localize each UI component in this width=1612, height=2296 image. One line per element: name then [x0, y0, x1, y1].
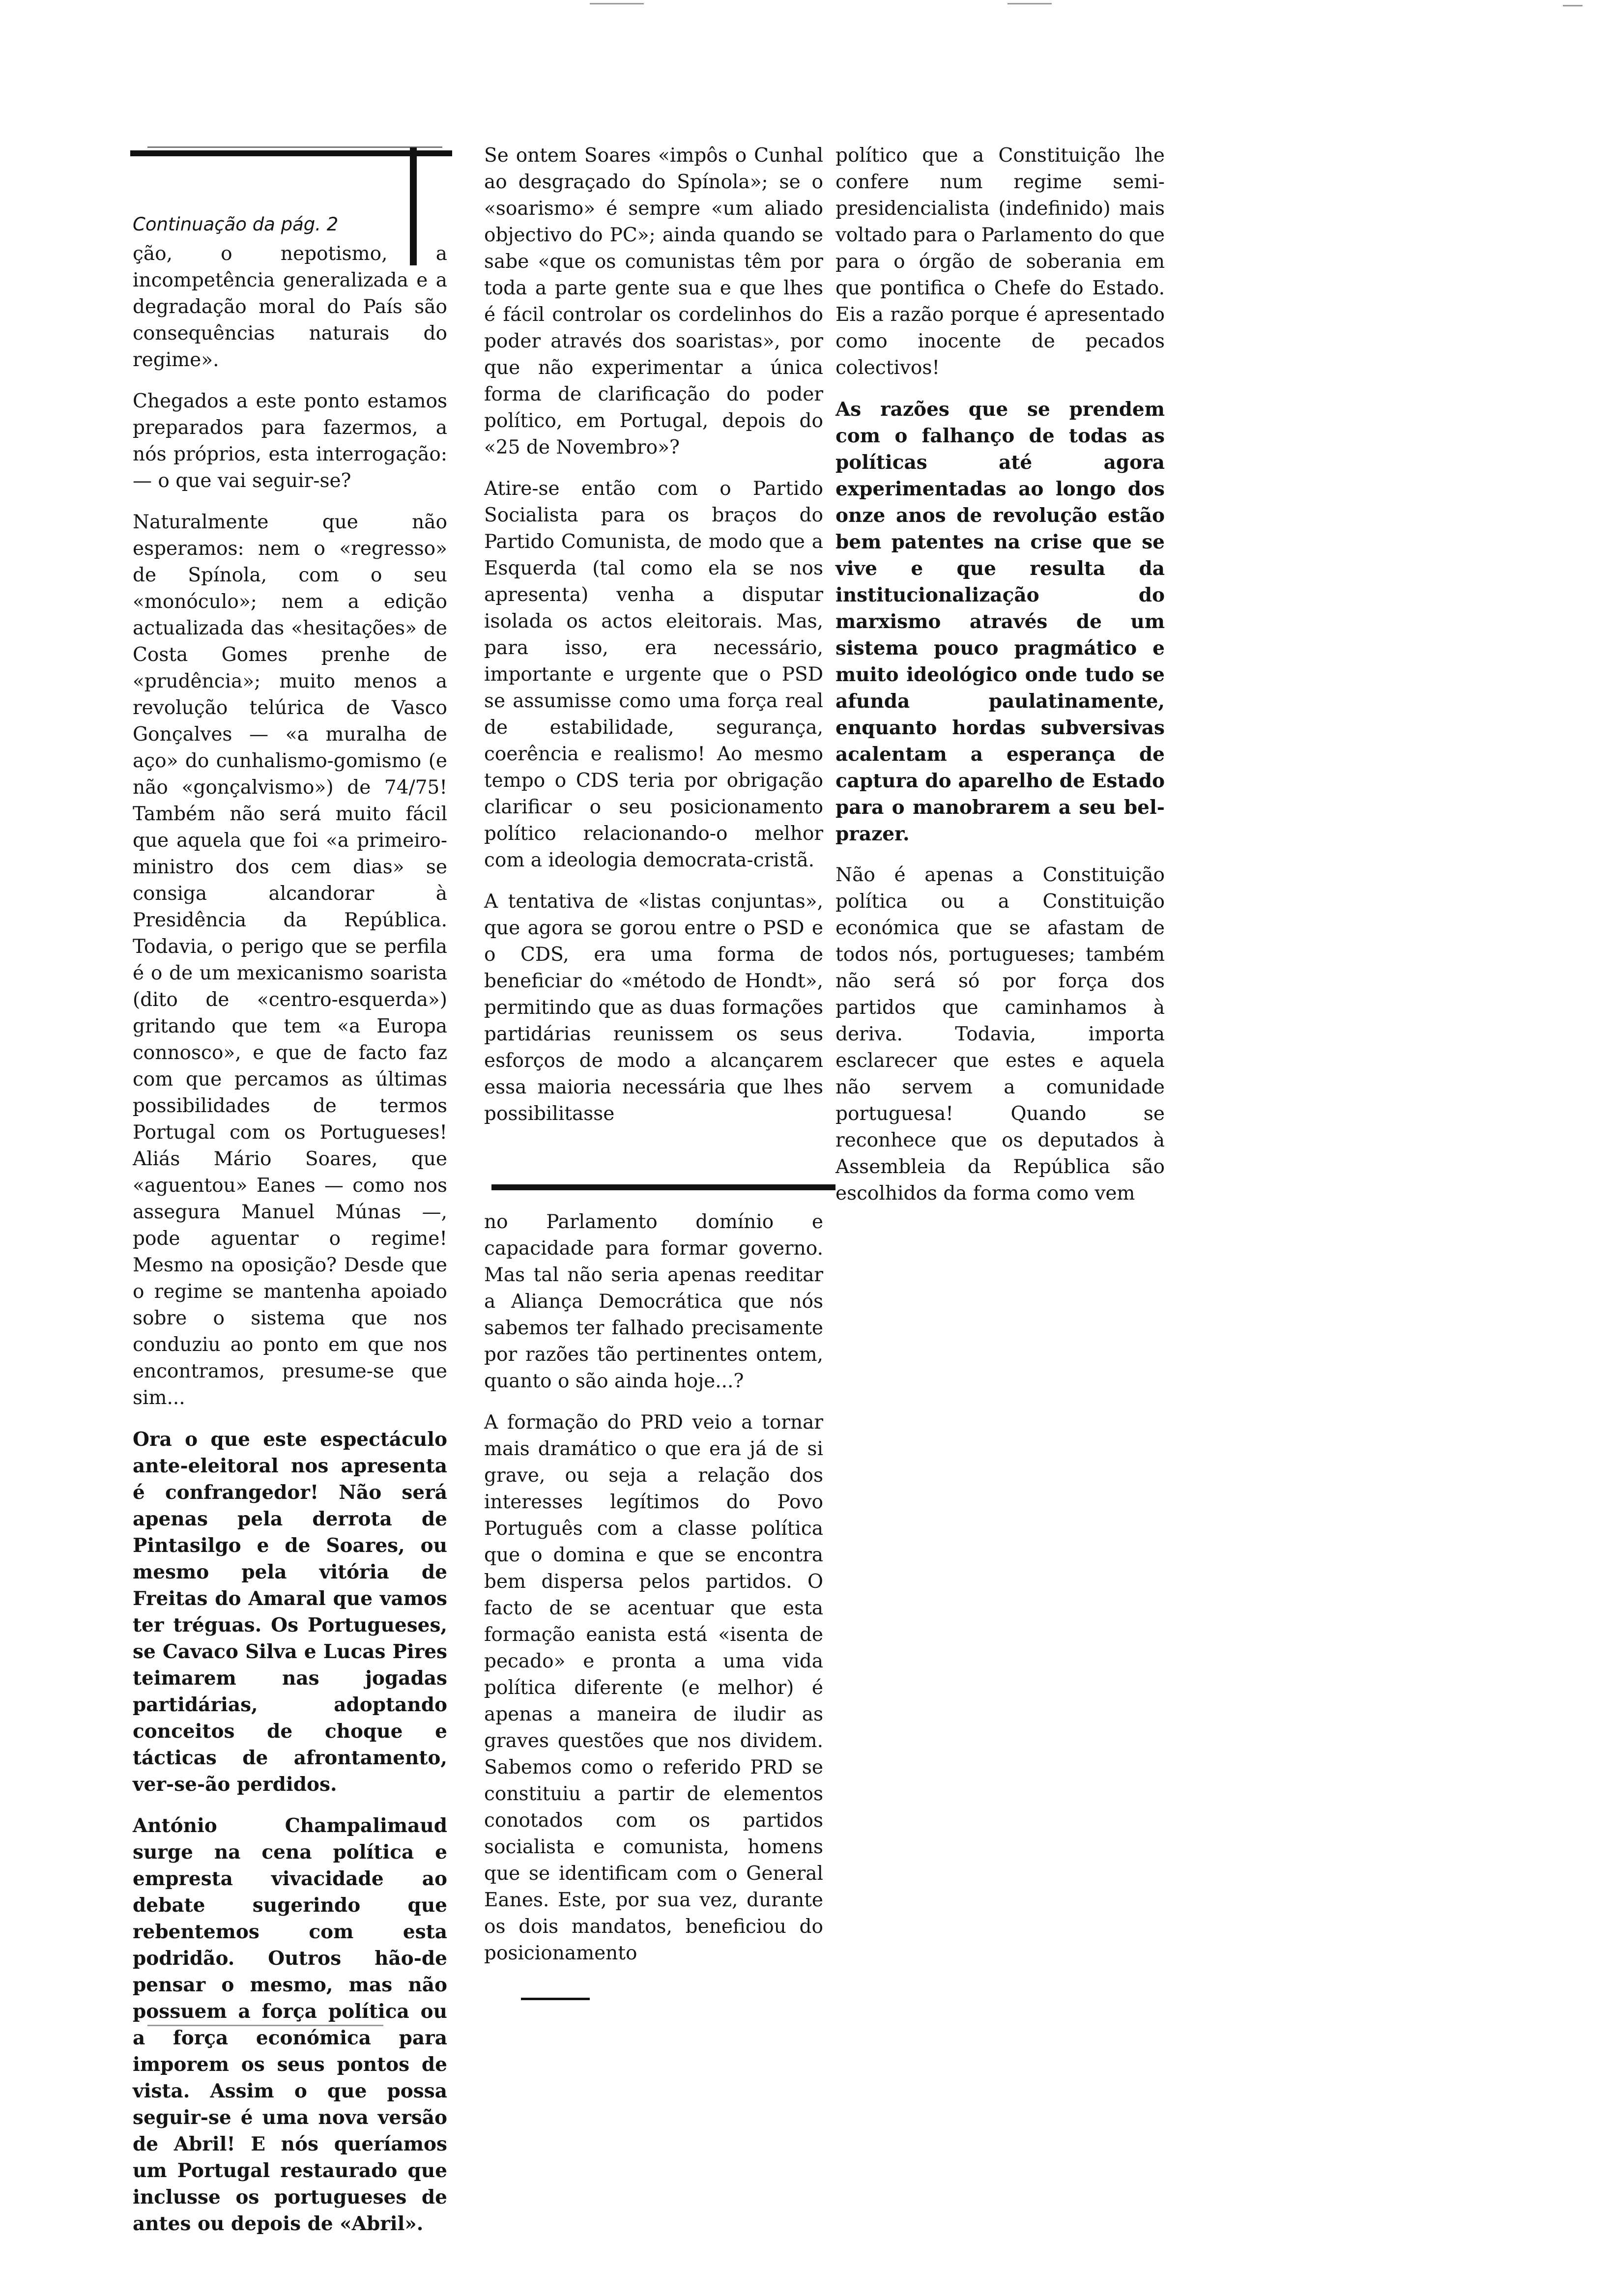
column-2-lower: [484, 1209, 823, 1981]
top-rule-thin: [147, 146, 442, 148]
end-rule: [521, 1998, 590, 2000]
paragraph: António Champalimaud surge na cena política e empresta vivacidade ao debate sugerindo que rebentemos com esta podridão. Outros hão-de pensar o mesmo, mas não possuem a força política ou a força económica para imporem os seus pontos de vista. Assim o que possa seguir-se é uma nova versão de Abril! E nós queríamos um Portugal restaurado que inclusse os portugueses de antes ou depois de «Abril».: [133, 1814, 447, 2235]
paragraph: Atire-se então com o Partido Socialista para os braços do Partido Comunista, de modo que a Esquerda (tal como ela se nos apresenta) venha a disputar isolada os actos eleitorais. Mas, para isso, era necessário, importante e urgente que o PSD se assumisse como uma força real de estabilidade, segurança, coerência e realismo! Ao mesmo tempo o CDS teria por obrigação clarificar o seu posicionamento político relacionando-o melhor com a ideologia democrata-cristã.: [484, 478, 823, 871]
paragraph: A tentativa de «listas conjuntas», que agora se gorou entre o PSD e o CDS, era uma forma de beneficiar do «método de Hondt», permitindo que as duas formações partidárias reunissem os seus esforços de modo a alcançarem essa maioria necessária que lhes possibilitasse: [484, 890, 823, 1125]
paragraph: Chegados a este ponto estamos preparados para fazermos, a nós próprios, esta interrogação: — o que vai seguir-se?: [133, 390, 447, 492]
paragraph: Naturalmente que não esperamos: nem o «regresso» de Spínola, com o seu «monóculo»; nem a edição actualizada das «hesitações» de Costa Gomes prenhe de «prudência»; muito menos a revolução telúrica de Vasco Gonçalves — «a muralha de aço» do cunhalismo-gomismo (e não «gonçalvismo») de 74/75! Também não será muito fácil que aquela que foi «a primeiro-ministro dos cem dias» se consiga alcandorar à Presidência da República. Todavia, o perigo que se perfila é o de um mexicanismo soarista (dito de «centro-esquerda») gritando que tem «a Europa connosco», e que de facto faz com que percamos as últimas possibilidades de termos Portugal com os Portugueses! Aliás Mário Soares, que «aguentou» Eanes — como nos assegura Manuel Múnas —, pode aguentar o regime! Mesmo na oposição? Desde que o regime se mantenha apoiado sobre o sistema que nos conduziu ao ponto em que nos encontramos, presume-se que sim...: [133, 511, 447, 1409]
paragraph: Não é apenas a Constituição política ou a Constituição económica que se afastam de todos nós, portugueses; também não será só por força dos partidos que caminhamos à deriva. Todavia, importa esclarecer que estes e aquela não servem a comunidade portuguesa! Quando se reconhece que os deputados à Assembleia da República são escolhidos da forma como vem: [835, 864, 1165, 1205]
paragraph: no Parlamento domínio e capacidade para formar governo. Mas tal não seria apenas reeditar a Aliança Democrática que nós sabemos ter falhado precisamente por razões tão pertinentes ontem, quanto o são ainda hoje...?: [484, 1211, 823, 1392]
column-3: [835, 143, 1165, 1222]
scan-speck: [590, 3, 644, 4]
paragraph: Se ontem Soares «impôs o Cunhal ao desgraçado do Spínola»; se o «soarismo» é sempre «um aliado objectivo do PC»; ainda quando se sabe «que os comunistas têm por toda a parte gente sua e que lhes é fácil controlar os cordelinhos do poder através dos soaristas», por que não experimentar a única forma de clarificação do poder político, em Portugal, depois do «25 de Novembro»?: [484, 144, 823, 459]
paragraph: A formação do PRD veio a tornar mais dramático o que era já de si grave, ou seja a relação dos interesses legítimos do Povo Português com a classe política que o domina e que se encontra bem dispersa pelos partidos. O facto de se acentuar que esta formação eanista está «isenta de pecado» e pronta a uma vida política diferente (e melhor) é apenas a maneira de iludir as graves questões que nos dividem. Sabemos como o referido PRD se constituiu a partir de elementos conotados com os partidos socialista e comunista, homens que se identificam com o General Eanes. Este, por sua vez, durante os dois mandatos, beneficiou do posicionamento: [484, 1411, 823, 1964]
scan-speck: [1008, 3, 1052, 4]
paragraph: Ora o que este espectáculo ante-eleitoral nos apresenta é confrangedor! Não será apenas pela derrota de Pintasilgo e de Soares, ou mesmo pela vitória de Freitas do Amaral que vamos ter tréguas. Os Portugueses, se Cavaco Silva e Lucas Pires teimarem nas jogadas partidárias, adoptando conceitos de choque e tácticas de afrontamento, ver-se-ão perdidos.: [133, 1428, 447, 1796]
paragraph: político que a Constituição lhe confere num regime semi-presidencialista (indefinido) mais voltado para o Parlamento do que para o órgão de soberania em que pontifica o Chefe do Estado. Eis a razão porque é apresentado como inocente de pecados colectivos!: [835, 144, 1165, 379]
continuation-label: Continuação da pág. 2: [133, 214, 339, 235]
column-2: [484, 143, 823, 1142]
paragraph: ção, o nepotismo, a incompetência generalizada e a degradação moral do País são consequências naturais do regime».: [133, 243, 447, 371]
column-1: [133, 211, 447, 2252]
top-rule: [130, 150, 452, 156]
middle-rule: [491, 1184, 835, 1190]
scan-speck: [1563, 5, 1583, 6]
paragraph: As razões que se prendem com o falhanço de todas as políticas até agora experimentadas ao longo dos onze anos de revolução estão bem patentes na crise que se vive e que resulta da institucionalização do marxismo através de um sistema pouco pragmático e muito ideológico onde tudo se afunda paulatinamente, enquanto hordas subversivas acalentam a esperança de captura do aparelho de Estado para o manobrarem a seu bel-prazer.: [835, 398, 1165, 845]
